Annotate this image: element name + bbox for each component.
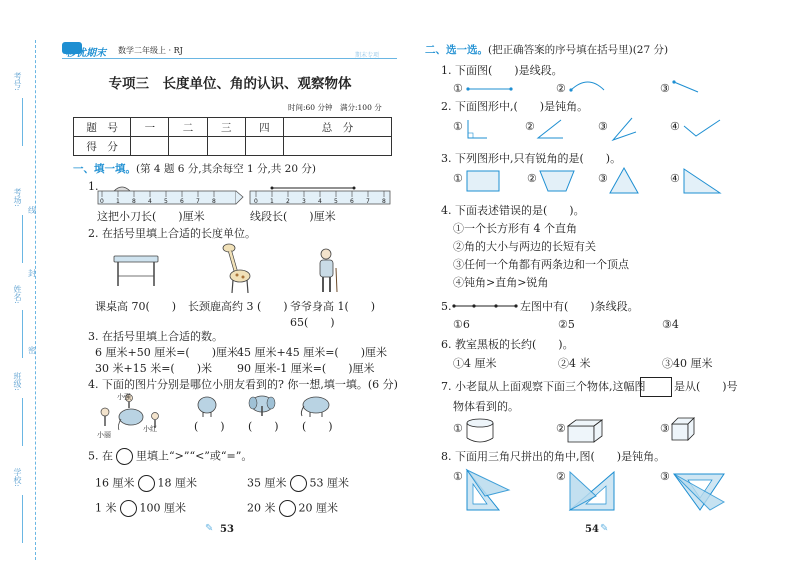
arc-figure [568, 78, 608, 94]
child-name-xiaohong: 小红 [143, 425, 157, 433]
score-header-cell: 题 号 [74, 118, 131, 137]
rectangle-figure [465, 168, 501, 194]
s2-q4-opt3[interactable]: ③任何一个角都有两条边和一个顶点 [453, 258, 629, 271]
ruler-b-tick: 2 [286, 198, 290, 205]
header-rule [62, 58, 397, 59]
set-square-angle-3-figure [670, 466, 726, 512]
score-input-cell[interactable] [169, 137, 207, 156]
exam-room-field [22, 215, 23, 263]
ruler-b-tick: 0 [254, 198, 258, 205]
score-input-cell[interactable] [245, 137, 283, 156]
s2-q8-opt2[interactable]: ② [556, 470, 566, 483]
q5-item-1 [95, 475, 197, 492]
ruler-a-tick: 1 [116, 198, 120, 205]
q5-right: 18 厘米 [157, 476, 197, 490]
s2-q8-text: 8. 下面用三角尺拼出的角中,图( )是钝角。 [441, 450, 666, 463]
section1-heading [73, 163, 316, 176]
compare-circle-icon [116, 448, 133, 465]
s2-q7-opt3[interactable]: ③ [660, 422, 670, 435]
seal-mark-line: 线 [28, 206, 36, 215]
q2-grandpa-text: 爷爷身高 1( ) [290, 300, 376, 313]
s2-q1-opt3[interactable]: ③ [660, 82, 670, 95]
q5-answer-circle[interactable] [290, 475, 307, 492]
section2-heading [425, 44, 668, 57]
q5-text [88, 448, 252, 465]
q5-right: 53 厘米 [309, 476, 349, 490]
ruler-b-tick: 5 [334, 198, 338, 205]
score-row-label: 得 分 [74, 137, 131, 156]
set-square-angle-2-figure [566, 466, 618, 512]
full-score: 满分:100 分 [340, 103, 382, 112]
equilateral-triangle-figure [608, 166, 640, 196]
segment-ruler-figure [248, 180, 396, 208]
s2-q6-opt3[interactable]: ③40 厘米 [662, 357, 713, 370]
ruler-b-tick: 7 [366, 198, 370, 205]
elephant-view-3 [298, 394, 332, 418]
q2-desk-text: 课桌高 70( ) [95, 300, 177, 313]
s2-q7-opt1[interactable]: ① [453, 422, 463, 435]
s2-q4-opt4[interactable]: ④钝角>直角>锐角 [453, 276, 549, 289]
ruler-b-tick: 6 [350, 198, 354, 205]
s2-q5-text: 左图中有( )条线段。 [520, 300, 639, 313]
score-input-cell[interactable] [131, 137, 169, 156]
section1-title: 一、填一填。 [73, 163, 136, 175]
child-name-xiaoqiang: 小强 [117, 393, 131, 401]
s2-q3-opt3[interactable]: ③ [598, 172, 608, 185]
ruler-a-tick: 6 [180, 198, 184, 205]
section2-note: (把正确答案的序号填在括号里)(27 分) [488, 44, 669, 56]
ruler-a-tick: 4 [148, 198, 152, 205]
name-label: 姓名: [13, 285, 22, 304]
class-label: 班级: [13, 372, 22, 391]
q3-item-c: 30 米+15 米=( )米 [95, 362, 213, 375]
cuboid-figure [566, 418, 604, 444]
q3-item-a: 6 厘米+50 厘米=( )厘米 [95, 346, 239, 359]
score-input-cell[interactable] [283, 137, 391, 156]
segment-figure [465, 82, 515, 94]
cylinder-figure [465, 418, 495, 444]
q5-text-post: 里填上“>”“<”或“=”。 [136, 449, 253, 463]
section1-note: (第 4 题 6 分,其余每空 1 分,共 20 分) [136, 163, 316, 175]
s2-q5-number: 5. [441, 300, 452, 313]
acute-angle-figure [535, 118, 565, 142]
s2-q2-opt3[interactable]: ③ [598, 120, 608, 133]
q4-blank-1[interactable]: ( ) [194, 420, 225, 433]
score-header-cell: 一 [131, 118, 169, 137]
s2-q2-opt2[interactable]: ② [525, 120, 535, 133]
desk-figure [112, 252, 160, 288]
q5-item-4 [247, 500, 338, 517]
s2-q4-opt2[interactable]: ②角的大小与两边的长短有关 [453, 240, 596, 253]
s2-q1-opt2[interactable]: ② [556, 82, 566, 95]
s2-q5-opt2[interactable]: ②5 [558, 318, 575, 331]
s2-q6-opt1[interactable]: ①4 厘米 [453, 357, 497, 370]
s2-q2-opt4[interactable]: ④ [670, 120, 680, 133]
q5-item-3 [95, 500, 186, 517]
points-on-line-figure [452, 300, 518, 312]
s2-q6-text: 6. 教室黑板的长约( )。 [441, 338, 574, 351]
seal-mark-seal: 封 [28, 269, 36, 278]
cube-figure [670, 416, 696, 444]
s2-q7-text-c: 物体看到的。 [453, 400, 519, 413]
s2-q3-opt1[interactable]: ① [453, 172, 463, 185]
grandpa-figure [316, 248, 340, 294]
header-small-mark: 期末专项 [355, 52, 380, 59]
acute-angle-figure-2 [610, 116, 640, 144]
q2-giraffe-text: 长颈鹿高约 3 ( ) [188, 300, 288, 313]
q5-answer-circle[interactable] [279, 500, 296, 517]
exam-number-label: 考号: [13, 72, 22, 91]
page-num-right-decoration-icon: ✎ [600, 523, 609, 534]
exam-time: 时间:60 分钟 [288, 103, 333, 112]
name-field [22, 310, 23, 358]
page-num-left-decoration-icon: ✎ [205, 523, 214, 534]
set-square-angle-1-figure [463, 466, 513, 512]
q1-number: 1. [88, 180, 99, 193]
elephant-view-2 [248, 394, 276, 418]
q2-text: 2. 在括号里填上合适的长度单位。 [88, 227, 256, 240]
s2-q6-opt2[interactable]: ②4 米 [558, 357, 591, 370]
s2-q8-opt3[interactable]: ③ [660, 470, 670, 483]
right-triangle-figure [682, 166, 722, 196]
top-view-rect-figure [640, 377, 672, 397]
q5-left: 16 厘米 [95, 476, 135, 490]
s2-q3-opt4[interactable]: ④ [670, 172, 680, 185]
q5-answer-circle[interactable] [138, 475, 155, 492]
q2-grandpa-text-2: 65( ) [290, 316, 335, 329]
q5-left: 1 米 [95, 501, 117, 515]
page-title: 专项三 长度单位、角的认识、观察物体 [108, 76, 352, 92]
s2-q2-opt1[interactable]: ① [453, 120, 463, 133]
ruler-a-tick: 8 [212, 198, 216, 205]
right-angle-figure [465, 118, 489, 142]
elephant-view-1 [195, 394, 219, 418]
q1-segment-text: 线段长( )厘米 [250, 210, 336, 223]
q3-text: 3. 在括号里填上合适的数。 [88, 330, 223, 343]
ruler-b-tick: 4 [318, 198, 322, 205]
section2-title: 二、选一选。 [425, 44, 488, 56]
ruler-a-tick: 7 [196, 198, 200, 205]
s2-q1-text: 1. 下面图( )是线段。 [441, 64, 563, 77]
subject-label: 数学二年级上 · RJ [118, 46, 183, 55]
giraffe-figure [220, 242, 254, 294]
q5-left: 20 米 [247, 501, 276, 515]
q4-blank-2[interactable]: ( ) [248, 420, 279, 433]
score-input-cell[interactable] [207, 137, 245, 156]
q5-right: 100 厘米 [139, 501, 186, 515]
q5-answer-circle[interactable] [120, 500, 137, 517]
s2-q7-opt2[interactable]: ② [556, 422, 566, 435]
s2-q7-text-b: 是从( )号 [674, 380, 738, 393]
seal-mark-secret: 密 [28, 346, 36, 355]
q5-left: 35 厘米 [247, 476, 287, 490]
q3-item-d: 90 厘米-1 厘米=( )厘米 [237, 362, 375, 375]
q5-text-pre: 5. 在 [88, 449, 113, 463]
s2-q4-opt1[interactable]: ①一个长方形有 4 个直角 [453, 222, 577, 235]
school-label: 学校: [13, 468, 22, 487]
binding-dashed-line [35, 40, 36, 560]
s2-q5-opt3[interactable]: ③4 [662, 318, 679, 331]
score-header-cell: 三 [207, 118, 245, 137]
brand-name: 移优期末 [66, 48, 106, 59]
ruler-a-tick: 0 [100, 198, 104, 205]
ruler-b-tick: 1 [270, 198, 274, 205]
s2-q5-opt1[interactable]: ①6 [453, 318, 470, 331]
s2-q8-opt1[interactable]: ① [453, 470, 463, 483]
q4-text: 4. 下面的图片分别是哪位小朋友看到的? 你一想,填一填。(6 分) [88, 378, 398, 391]
obtuse-angle-figure [682, 116, 722, 140]
q5-right: 20 厘米 [298, 501, 338, 515]
score-header-cell: 二 [169, 118, 207, 137]
q3-item-b: 45 厘米+45 厘米=( )厘米 [237, 346, 388, 359]
ruler-a-tick: 8 [132, 198, 136, 205]
ruler-b-tick: 8 [382, 198, 386, 205]
s2-q2-text: 2. 下面图形中,( )是钝角。 [441, 100, 589, 113]
s2-q4-text: 4. 下面表述错误的是( )。 [441, 204, 585, 217]
knife-ruler-figure [96, 180, 246, 208]
page-number-left: 53 [220, 524, 234, 535]
class-field [22, 398, 23, 446]
score-header-cell: 四 [245, 118, 283, 137]
q5-item-2 [247, 475, 349, 492]
page-number-right: 54 [585, 524, 599, 535]
q4-blank-3[interactable]: ( ) [302, 420, 333, 433]
q1-knife-text: 这把小刀长( )厘米 [97, 210, 205, 223]
s2-q7-text-a: 7. 小老鼠从上面观察下面三个物体,这幅图 [441, 380, 646, 393]
s2-q3-text: 3. 下列图形中,只有锐角的是( )。 [441, 152, 622, 165]
s2-q3-opt2[interactable]: ② [527, 172, 537, 185]
ruler-b-tick: 3 [302, 198, 306, 205]
exam-room-label: 考场: [13, 188, 22, 207]
trapezoid-figure [538, 168, 576, 194]
score-table [73, 117, 392, 156]
ruler-a-tick: 5 [164, 198, 168, 205]
exam-number-field [22, 98, 23, 146]
school-field [22, 495, 23, 543]
child-name-xiaoli: 小丽 [97, 431, 111, 439]
s2-q1-opt1[interactable]: ① [453, 82, 463, 95]
ray-figure [672, 80, 702, 94]
score-header-cell: 总 分 [283, 118, 391, 137]
